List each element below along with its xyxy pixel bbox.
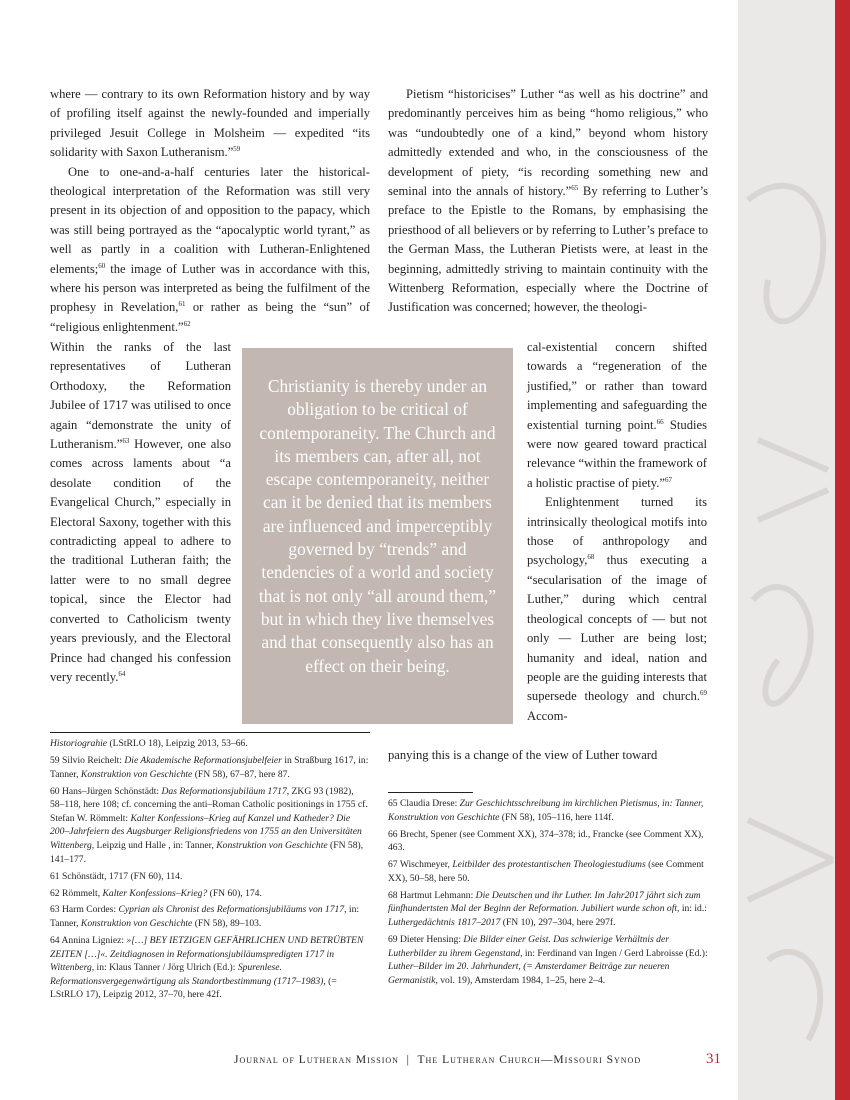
footnote (50, 754, 370, 781)
footnote-title: Luther–Bilder im 20. Jahrhundert, (= Amsterdamer Beiträge zur neueren Germanistik (388, 961, 670, 986)
footnote-text: in: Klaus Tanner / Jörg Ulrich (Ed.): (94, 962, 238, 974)
footnote-number: 64 (50, 935, 60, 947)
footnote-title: Zur Geschichtsschreibung im kirchlichen Pietismus, in: Tanner, Konstruktion von Geschichte (388, 798, 704, 823)
footnotes-left (50, 737, 370, 1005)
body-column-right-narrow (527, 338, 707, 726)
footnote-text: , (= LStRLO 17), Leipzig 2012, 37–70, here 42f. (50, 975, 337, 1001)
footnote-ref: 61 (178, 300, 186, 309)
footnote-ref: 64 (118, 669, 126, 678)
footnote-text: Annina Ligniez: (59, 935, 127, 947)
footnote-text: Brecht, Spener (see Comment XX), 374–378; id., Francke (see Comment XX), 463. (388, 828, 704, 854)
footnote-number: 63 (50, 904, 60, 916)
accent-bar (835, 0, 850, 1100)
footnote-title: Spurenlese. Reformationsvergegenwärtigung als Standortbestimmung (1717–1983) (50, 962, 324, 987)
journal-title: Journal of Lutheran Mission (234, 1054, 399, 1066)
footnote-text: (FN 60), 174. (207, 887, 262, 899)
body-column-left-top (50, 85, 370, 337)
page-number: 31 (706, 1051, 721, 1067)
running-footer (234, 1054, 694, 1066)
footnote-text: , in: Ferdinand van Ingen / Gerd Labroisse (Ed.): (520, 947, 708, 959)
footnote-title: Leitbilder des protestantischen Theologiestudiums (452, 859, 646, 871)
footnote-ref: 59 (233, 145, 241, 154)
footnote-text: , Leipzig und Halle , in: Tanner, (91, 839, 217, 851)
footnote-ref: 62 (183, 319, 191, 328)
footnote (50, 737, 370, 751)
footnote (388, 933, 710, 987)
footnote-text: Schönstädt, 1717 (FN 60), 114. (59, 870, 183, 882)
footnote-title: Die Deutschen und ihr Luther. Im Jahr2017 jährt sich zum fünfhundertsten Mal der Beginn der Reformation. Jubiliert wurde schon oft (388, 889, 701, 915)
paragraph: Within the ranks of the last representatives of Lutheran Orthodoxy, the Reformation Jubilee of 1717 was utilised to once again “demonstrate the unity of Lutheranism.”$^{63}$ However, one also comes across laments about “a desolate condition of the Evangelical Church,” especially in Electoral Saxony, together with this contradicting appeal to adhere to the traditional Lutheran faith; the latter were to no small degree topical, since the Elector had converted to Catholicism twenty years previously, and the Electoral Prince had changed his confession very recently.$^{64}$ (50, 340, 231, 684)
footnote (388, 797, 710, 824)
body-column-left-narrow (50, 338, 231, 687)
footnote-text: Römmelt, (59, 887, 103, 899)
footnote (50, 903, 370, 930)
body-column-right-top (388, 85, 708, 318)
paragraph: Enlightenment turned its intrinsically theological motifs into those of anthropology and psychology,$^{68}$ thus executing a “secularisation of the image of Luther,” during which central theological concepts of — but not only — Luther are being lost; humanity and ideal, nation and people are the guiding interests that supersede theology and church.$^{69}$ Accom- (527, 495, 707, 723)
footnote-title: Konstruktion von Geschichte (216, 839, 328, 851)
footnote-number: 66 (388, 828, 398, 840)
footnote (388, 889, 710, 930)
footnote-text: Hans–Jürgen Schönstädt: (59, 785, 162, 797)
footnote-title: »[…] BEY IETZIGEN GEFÄHRLICHEN UND BETRÜBTEN ZEITEN […]«. Zeitdiagnosen in Reformationsjubiläumspredigten 1717 in Wittenberg, (50, 935, 364, 974)
footnote (50, 887, 370, 901)
footnote-ref: 66 (656, 417, 664, 426)
footnote-title: Konstruktion von Geschichte (80, 918, 193, 930)
footnote-text: (FN 58), 67–87, here 87. (192, 768, 290, 780)
paragraph: cal-existential concern shifted towards a “regeneration of the justified,” or rather than toward implementing and safeguarding the existential turning point.$^{66}$ Studies were now geared toward practical relevance “within the framework of a holistic practise of piety.”$^{67}$ (527, 340, 707, 490)
footnote-text: Silvio Reichelt: (59, 754, 125, 766)
footnote-ref: 67 (665, 475, 673, 484)
footnote-text: (FN 58), 105–116, here 114f. (499, 811, 614, 823)
footnote-number: 61 (50, 870, 60, 882)
footnotes-right (388, 797, 710, 991)
footnote-divider (388, 792, 473, 793)
footnote-ref: 69 (700, 689, 707, 698)
footnote-text: Dieter Hensing: (397, 933, 464, 945)
footnote-text: (FN 58), 89–103. (192, 918, 262, 930)
footnote-title: Historiograhie (50, 738, 108, 749)
footnote-title: Kalter Konfessions–Krieg auf Kanzel und Katheder? Die 200–Jahrfeiern des Augsburger Religionsfriedens von 1755 an den Universitäten Wittenberg (50, 812, 362, 851)
paragraph: One to one-and-a-half centuries later the historical-theological interpretation of the Reformation was still very present in its objection of and opposition to the papacy, which was still being portrayed as the “apocalyptic world tyrant,” as well as partly in a coalition with Lutheran-Enlightened elements;$^{60}$ the image of Luther was in accordance with this, where his person was interpreted as being the fulfilment of the prophesy in Revelation,$^{61}$ or rather as being the “sun” of “religious enlightenment.”$^{62}$ (50, 164, 370, 334)
footnote-title: Konstruktion von Geschichte (80, 768, 193, 780)
paragraph: panying this is a change of the view of Luther toward (388, 748, 658, 762)
footnote-text: in Straßburg 1617, in: Tanner, (50, 754, 369, 780)
footnote-text: (see Comment XX), 50–58, here 50. (388, 859, 704, 884)
footnote (388, 828, 710, 855)
footnote (50, 870, 370, 884)
footnote-number: 60 (50, 785, 60, 797)
footnote-ref: 65 (571, 183, 579, 192)
body-column-right-bottom (388, 746, 708, 765)
footnote-text: (LStRLO 18), Leipzig 2013, 53–66. (107, 738, 248, 749)
footnote-title: Luthergedächtnis 1817–2017 (388, 916, 501, 928)
decorative-sidebar (738, 0, 835, 1100)
footnote-divider (50, 732, 370, 733)
footnote-text: Wischmeyer, (397, 859, 453, 871)
footer-separator: | (406, 1054, 410, 1066)
footnote-number: 62 (50, 887, 60, 899)
footnote-number: 65 (388, 798, 398, 809)
footnote-text: Hartmut Lehmann: (397, 889, 476, 901)
footnote-ref: 60 (98, 261, 106, 270)
footnote-title: Die Bilder einer Geist. Das schwierige Verhältnis der Lutherbilder zu ihrem Gegenstand (388, 933, 669, 959)
footnote-ref: 68 (587, 553, 595, 562)
footnote-text: , in: id.: (677, 903, 707, 915)
paragraph: where — contrary to its own Reformation history and by way of profiling itself against the newly-founded and imperially privileged Jesuit College in Molsheim — expedited “its solidarity with Saxon Lutheranism.”$^{59}$ (50, 87, 370, 160)
footnote-text: , vol. 19), Amsterdam 1984, 1–25, here 2–4. (435, 974, 606, 986)
footnote-ref: 63 (122, 436, 130, 445)
footnote-text: (FN 58), 141–177. (50, 839, 364, 865)
paragraph: Pietism “historicises” Luther “as well as his doctrine” and predominantly perceives him as being “homo religious,” who was “undoubtedly one of a kind,” beyond whom history admittedly extended and who, in the consciousness of the development of piety, “is recording something new and seminal into the annals of history.”$^{65}$ By referring to Luther’s preface to the Epistle to the Romans, by emphasising the priesthood of all believers or by referring to Luther’s preface to the German Mass, the Lutheran Pietists were, at least in the beginning, admittedly striving to maintain continuity with the Wittenberg Reformation, especially where the Doctrine of Justification was concerned; however, the theologi- (388, 87, 708, 315)
footnote-number: 69 (388, 933, 398, 945)
footnote-title: Das Reformationsjubiläum 1717 (161, 785, 287, 797)
footnote (50, 785, 370, 867)
footnote-text: , ZKG 93 (1982), 58–118, here 108; cf. concerning the anti–Roman Catholic positionings in 1755 cf. Stefan W. Römmelt: (50, 785, 368, 824)
footnote-text: Harm Cordes: (59, 904, 119, 916)
footnote-number: 68 (388, 889, 398, 901)
footnote-title: Cyprian als Chronist des Reformationsjubiläums von 1717 (118, 904, 345, 916)
footnote-number: 67 (388, 859, 398, 871)
footnote (50, 934, 370, 1002)
footnote-text: (FN 10), 297–304, here 297f. (500, 916, 616, 928)
watermark-logo-icon (738, 0, 835, 1100)
footnote-text: , in: Tanner, (50, 904, 360, 930)
pull-quote (242, 348, 513, 724)
footnote-title: Die Akademische Reformationsjubelfeier (124, 754, 282, 766)
footnote (388, 858, 710, 885)
footnote-number: 59 (50, 754, 60, 766)
pull-quote-text: Christianity is thereby under an obligation to be critical of contemporaneity. The Church and its members can, after all, not escape contemporaneity, neither can it be denied that its members are influenced and imperceptibly governed by “trends” and tendencies of a world and society that is not only “all around them,” but in which they live themselves and that consequently also has an effect on their being. (258, 376, 497, 676)
footnote-title: Kalter Konfessions–Krieg? (102, 887, 208, 899)
footnote-text: Claudia Drese: (397, 798, 460, 809)
publisher-name: The Lutheran Church—Missouri Synod (417, 1054, 642, 1066)
